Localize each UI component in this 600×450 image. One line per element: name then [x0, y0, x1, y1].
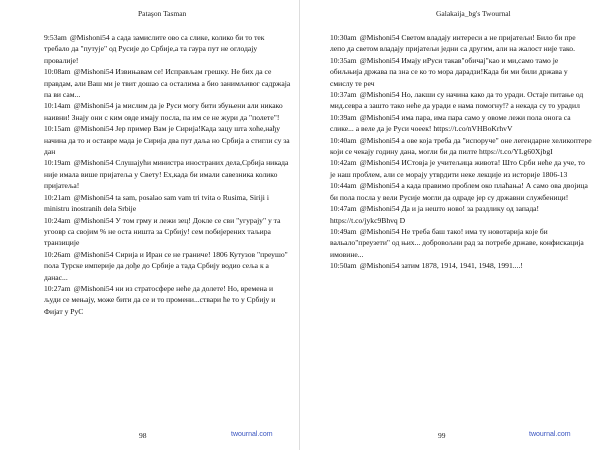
footer-link[interactable]: twournal.com [529, 431, 571, 438]
tweet-text: @Mishoni54 Извињавам се! Исправљам грешку. Не бих да се правдам, али Ваш ми је твит дошао са осталима а био занимљивог садржаја па ви сам... [44, 67, 291, 100]
tweet-text: @Mishoni54 а када правимо проблем око плаћања! А само ова двојица би пола посла у вели Русије могли да одраде јер су државни службеници! [330, 181, 588, 202]
tweet-time: 10:47am [330, 204, 357, 214]
tweet-time: 10:14am [44, 101, 71, 111]
tweet-text: @Mishoni54 Но, лакши су начина како да то уради. Остаје питање од мид.севра а зашто тако неће да уради е нама помогну!? а некада су то урадил [330, 90, 584, 111]
tweet-text: @Mishoni54 Имају иРуси такав"обичај"као и ми,само тамо је обиљњија држава па зна се ко то мора дарадзи!Када би ми били држава у смислу те реч [330, 55, 568, 88]
running-header: Pataşon Tasman [138, 9, 187, 18]
tweet-entry [330, 135, 592, 158]
tweet-time: 9:53am [44, 33, 67, 42]
tweet-entry [44, 123, 291, 157]
tweet-time: 10:19am [44, 158, 71, 168]
tweet-text: @Mishoni54 затим 1878, 1914, 1941, 1948, 1991....! [359, 261, 523, 271]
tweet-time: 10:37am [330, 90, 357, 100]
tweet-entry [330, 157, 592, 180]
tweet-text: @Mishoni54 ИСтовја је учитељица живота! Што Срби неће да уче, то је наш проблем, али се морају утврдити неке лекције из историје 1806-13 [330, 158, 585, 179]
tweet-time: 10:50am [330, 261, 357, 271]
tweet-entry [44, 215, 291, 249]
tweet-time: 10:15am [44, 124, 71, 134]
tweet-entry [44, 32, 291, 66]
tweet-text: @Mishoni54 a сада замислите ово са слике, колико би то тек требало да "путује" од Русије до Србије,а та гаура пут не оглодају провалије! [44, 33, 265, 65]
tweet-text: @Mishoni54 Светом владају интереси а не пријатељи! Било би пре лепо да светом владају пријатељи једни са другим, али на жалост није тако. [330, 33, 576, 54]
right-page [300, 0, 600, 450]
tweet-time: 10:30am [330, 33, 357, 42]
tweet-time: 10:24am [44, 215, 71, 225]
tweet-time: 10:08am [44, 67, 71, 77]
tweet-text: @Mishoni54 Не треба баш тако! има ту новотарија које би вальало"преузети" од њих... добровољни рад за потребе државе, конфискација имовине... [330, 226, 584, 259]
footer-link[interactable]: twournal.com [231, 431, 273, 438]
tweet-entry [44, 66, 291, 100]
tweet-entry [330, 89, 592, 112]
tweet-entry [44, 283, 291, 317]
tweet-entry [330, 203, 592, 226]
tweet-text: @Mishoni54 Слушајући министра иностраних дела,Србија никада није имала више пријатеља у Свету! Еx,када би имали савезника колико пријатеља! [44, 158, 289, 191]
tweet-time: 10:39am [330, 112, 357, 122]
tweet-text: @Mishoni54 ни из стратосфере неће да долете! Но, времена и људи се мењају, може бити да се и то промени...ствари ће то у Србију и Фијат у РуС [44, 283, 276, 316]
running-header: Galakaija_bg's Twournal [436, 9, 511, 18]
tweet-entry [330, 226, 592, 260]
tweet-entry [44, 100, 291, 123]
tweet-time: 10:49am [330, 226, 357, 236]
tweet-entry [330, 112, 592, 135]
tweet-entry [330, 260, 592, 271]
tweet-time: 10:40am [330, 135, 357, 145]
tweet-text: @Mishoni54 Да и ја нешто ново! за раздлику од запада! https://t.co/jykc9Bhvq D [330, 204, 540, 225]
page-number: 99 [438, 431, 446, 440]
tweet-text: @Mishoni54 ta sam, posalao sam vam tri tvita o Rusima, Siriji i ministru inostranih dela Srbije [44, 192, 269, 214]
tweet-time: 10:35am [330, 55, 357, 65]
tweet-entry [330, 55, 592, 89]
tweet-entry [44, 192, 291, 215]
tweet-time: 10:21am [44, 192, 71, 202]
tweet-text: @Mishoni54 У том грму и лежи зец! Докле се сви "угурају" у та угоовр са својим % не оста ништа за Србију! сем побијерених таљира транзиције [44, 215, 281, 248]
tweet-text: @Mishoni54 Јер пример Вам је Сирија!Када зацу шта хоће,нађу начина да то и оставре мада је Сирија два пут даља но Србија а стигли су за дан [44, 124, 290, 157]
tweet-entry [44, 157, 291, 191]
tweet-entry [44, 249, 291, 283]
tweet-time: 10:27am [44, 283, 71, 293]
tweet-list [330, 32, 592, 272]
tweet-time: 10:44am [330, 181, 357, 191]
tweet-list [44, 32, 291, 317]
tweet-entry [330, 32, 592, 55]
tweet-time: 10:26am [44, 249, 71, 259]
tweet-text: @Mishoni54 ја мислим да је Руси могу бити збуњени али никако наивни! Знају они с ким овде имају посла, па им се не жури да "полете"! [44, 101, 283, 122]
tweet-time: 10:42am [330, 158, 357, 168]
tweet-text: @Mishoni54 а ове која треба да "испоруче" оне легендарне хеликоптере који се чекају годину дана, могли би да пилте https://t.co/YLg60XjbgI [330, 135, 592, 157]
page-number: 98 [139, 431, 147, 440]
tweet-text: @Mishoni54 има пара, има пара само у овоме лежи пола онога са слике... а веле да је Руси чоеек! https://t.co/nVHBoKrhvV [330, 112, 571, 134]
tweet-entry [330, 180, 592, 203]
tweet-text: @Mishoni54 Сирија и Иран се не граниче! 1806 Кутузов "преушо" пола Турске империје да дође до Србије а тада Србију водио сеља к а данас... [44, 249, 288, 282]
